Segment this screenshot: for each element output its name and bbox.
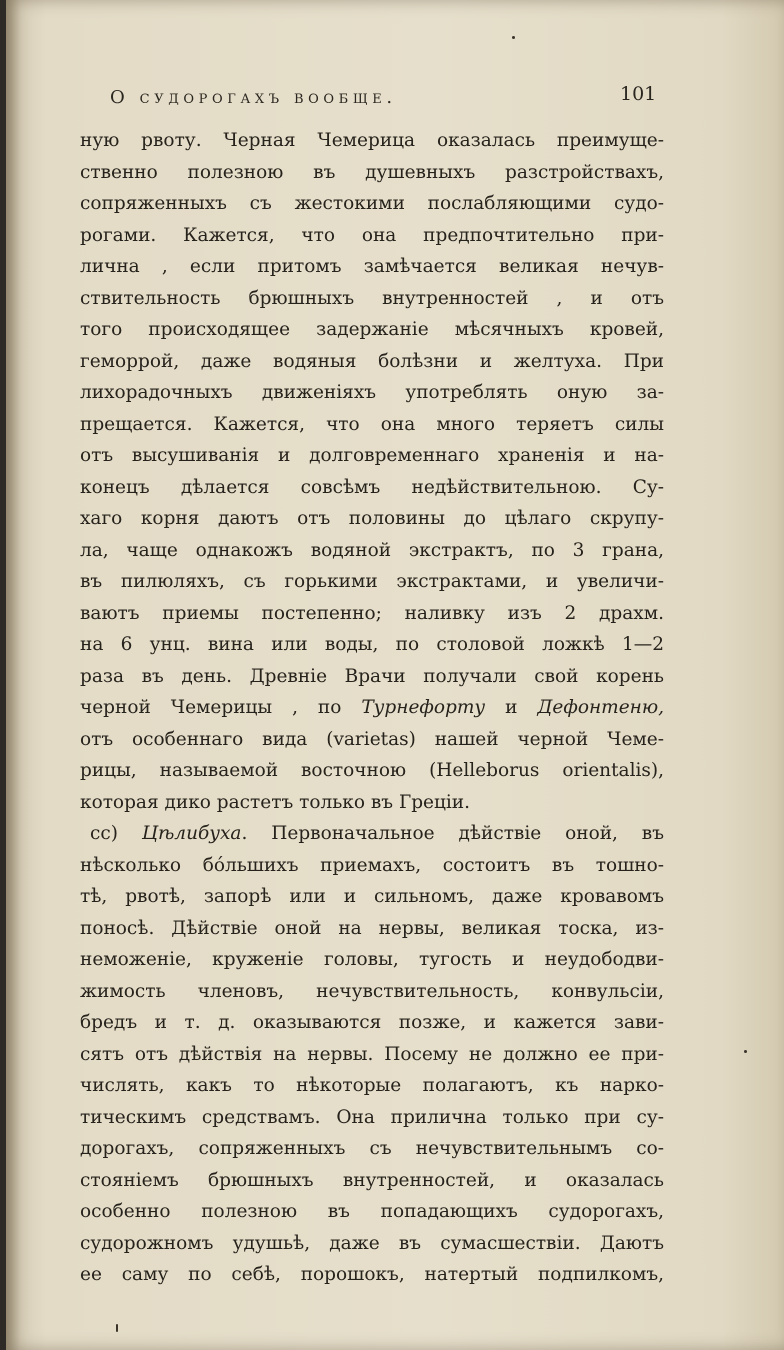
text-line: нѣсколько бо́льшихъ приемахъ, состоитъ въ тошно- bbox=[80, 854, 664, 876]
author-name-tournefort: Турнефорту bbox=[361, 697, 486, 718]
text-line: на 6 унц. вина или воды, по столовой ложкѣ 1—2 bbox=[80, 634, 664, 655]
text-line: рицы, называемой восточною (Helleborus orientalis), bbox=[80, 760, 664, 781]
text-line: жимость членовъ, нечувствительность, конвульсіи, bbox=[80, 980, 664, 1002]
text-line: поносѣ. Дѣйствіе оной на нервы, великая тоска, из- bbox=[80, 917, 664, 939]
text-line: дорогахъ, сопряженныхъ съ нечувствительнымъ со- bbox=[80, 1138, 664, 1159]
text-line: въ пилюляхъ, съ горькими экстрактами, и увеличи- bbox=[80, 571, 664, 592]
text-line-rest: . Первоначальное дѣйствіе оной, въ bbox=[241, 823, 664, 844]
text-line: рогами. Кажется, что она предпочтительно при- bbox=[80, 224, 664, 246]
section-heading: Цѣлибуха bbox=[141, 823, 242, 844]
paper-speck bbox=[744, 1050, 747, 1053]
page-number: 101 bbox=[620, 83, 657, 105]
text-line: особенно полезною въ попадающихъ судорогахъ, bbox=[80, 1201, 664, 1222]
text-line: ственно полезною въ душевныхъ разстройствахъ, bbox=[80, 161, 664, 183]
text-line: стояніемъ брюшныхъ внутренностей, и оказалась bbox=[80, 1169, 664, 1191]
text-line: лихорадочныхъ движеніяхъ употреблять оную за- bbox=[80, 382, 664, 403]
text-line: сятъ отъ дѣйствія на нервы. Посему не должно ее при- bbox=[80, 1043, 664, 1065]
text-line: ваютъ приемы постепенно; наливку изъ 2 драхм. bbox=[80, 602, 664, 624]
text-line: раза въ день. Древніе Врачи получали свой корень bbox=[80, 665, 664, 687]
text-line: геморрой, даже водяныя болѣзни и желтуха. При bbox=[80, 350, 664, 372]
author-name-desfontaines: Дефонтеню, bbox=[537, 697, 664, 718]
text-line: тическимъ средствамъ. Она прилична только при су- bbox=[80, 1106, 664, 1128]
page-header bbox=[6, 83, 784, 117]
text-line: отъ высушиванія и долговременнаго храненія и на- bbox=[80, 445, 664, 466]
paper-speck bbox=[512, 36, 515, 39]
paper-speck bbox=[116, 1324, 118, 1332]
text-line: хаго корня даютъ отъ половины до цѣлаго скрупу- bbox=[80, 508, 664, 529]
text-line: судорожномъ удушьѣ, даже въ сумасшествіи. Даютъ bbox=[80, 1232, 664, 1254]
text-line: числять, какъ то нѣкоторые полагаютъ, къ нарко- bbox=[80, 1075, 664, 1096]
text-line: прещается. Кажется, что она много теряетъ силы bbox=[80, 413, 664, 435]
text-line: ную рвоту. Черная Чемерица оказалась преимуще- bbox=[80, 130, 664, 151]
conjunction: и bbox=[485, 697, 538, 718]
text-line: ла, чаще однакожъ водяной экстрактъ, по 3 грана, bbox=[80, 539, 664, 561]
text-line: неможеніе, круженіе головы, тугость и неудободви- bbox=[80, 949, 664, 970]
text-line-start: черной Чемерицы , по bbox=[80, 697, 362, 718]
running-title: О судорогахъ вообще. bbox=[110, 87, 397, 108]
text-line: отъ особеннаго вида (varietas) нашей черной Чеме- bbox=[80, 728, 664, 750]
text-line-with-names bbox=[80, 692, 664, 724]
section-heading-line bbox=[80, 818, 664, 850]
text-line: тѣ, рвотѣ, запорѣ или и сильномъ, даже кровавомъ bbox=[80, 886, 664, 907]
text-line: ее саму по себѣ, порошокъ, натертый подпилкомъ, bbox=[80, 1264, 664, 1285]
text-line: ствительность брюшныхъ внутренностей , и отъ bbox=[80, 287, 664, 309]
body-text bbox=[80, 125, 664, 1291]
book-page bbox=[6, 0, 784, 1350]
text-line: лична , если притомъ замѣчается великая нечув- bbox=[80, 256, 664, 277]
paragraph-last-line: которая дико растетъ только въ Греціи. bbox=[80, 791, 471, 813]
text-line: бредъ и т. д. оказываются позже, и кажется зави- bbox=[80, 1012, 664, 1033]
text-line: сопряженныхъ съ жестокими послабляющими судо- bbox=[80, 193, 664, 214]
section-marker: cc) bbox=[90, 823, 142, 844]
text-line: конецъ дѣлается совсѣмъ недѣйствительною. Су- bbox=[80, 476, 664, 498]
text-line: того происходящее задержаніе мѣсячныхъ кровей, bbox=[80, 319, 664, 340]
